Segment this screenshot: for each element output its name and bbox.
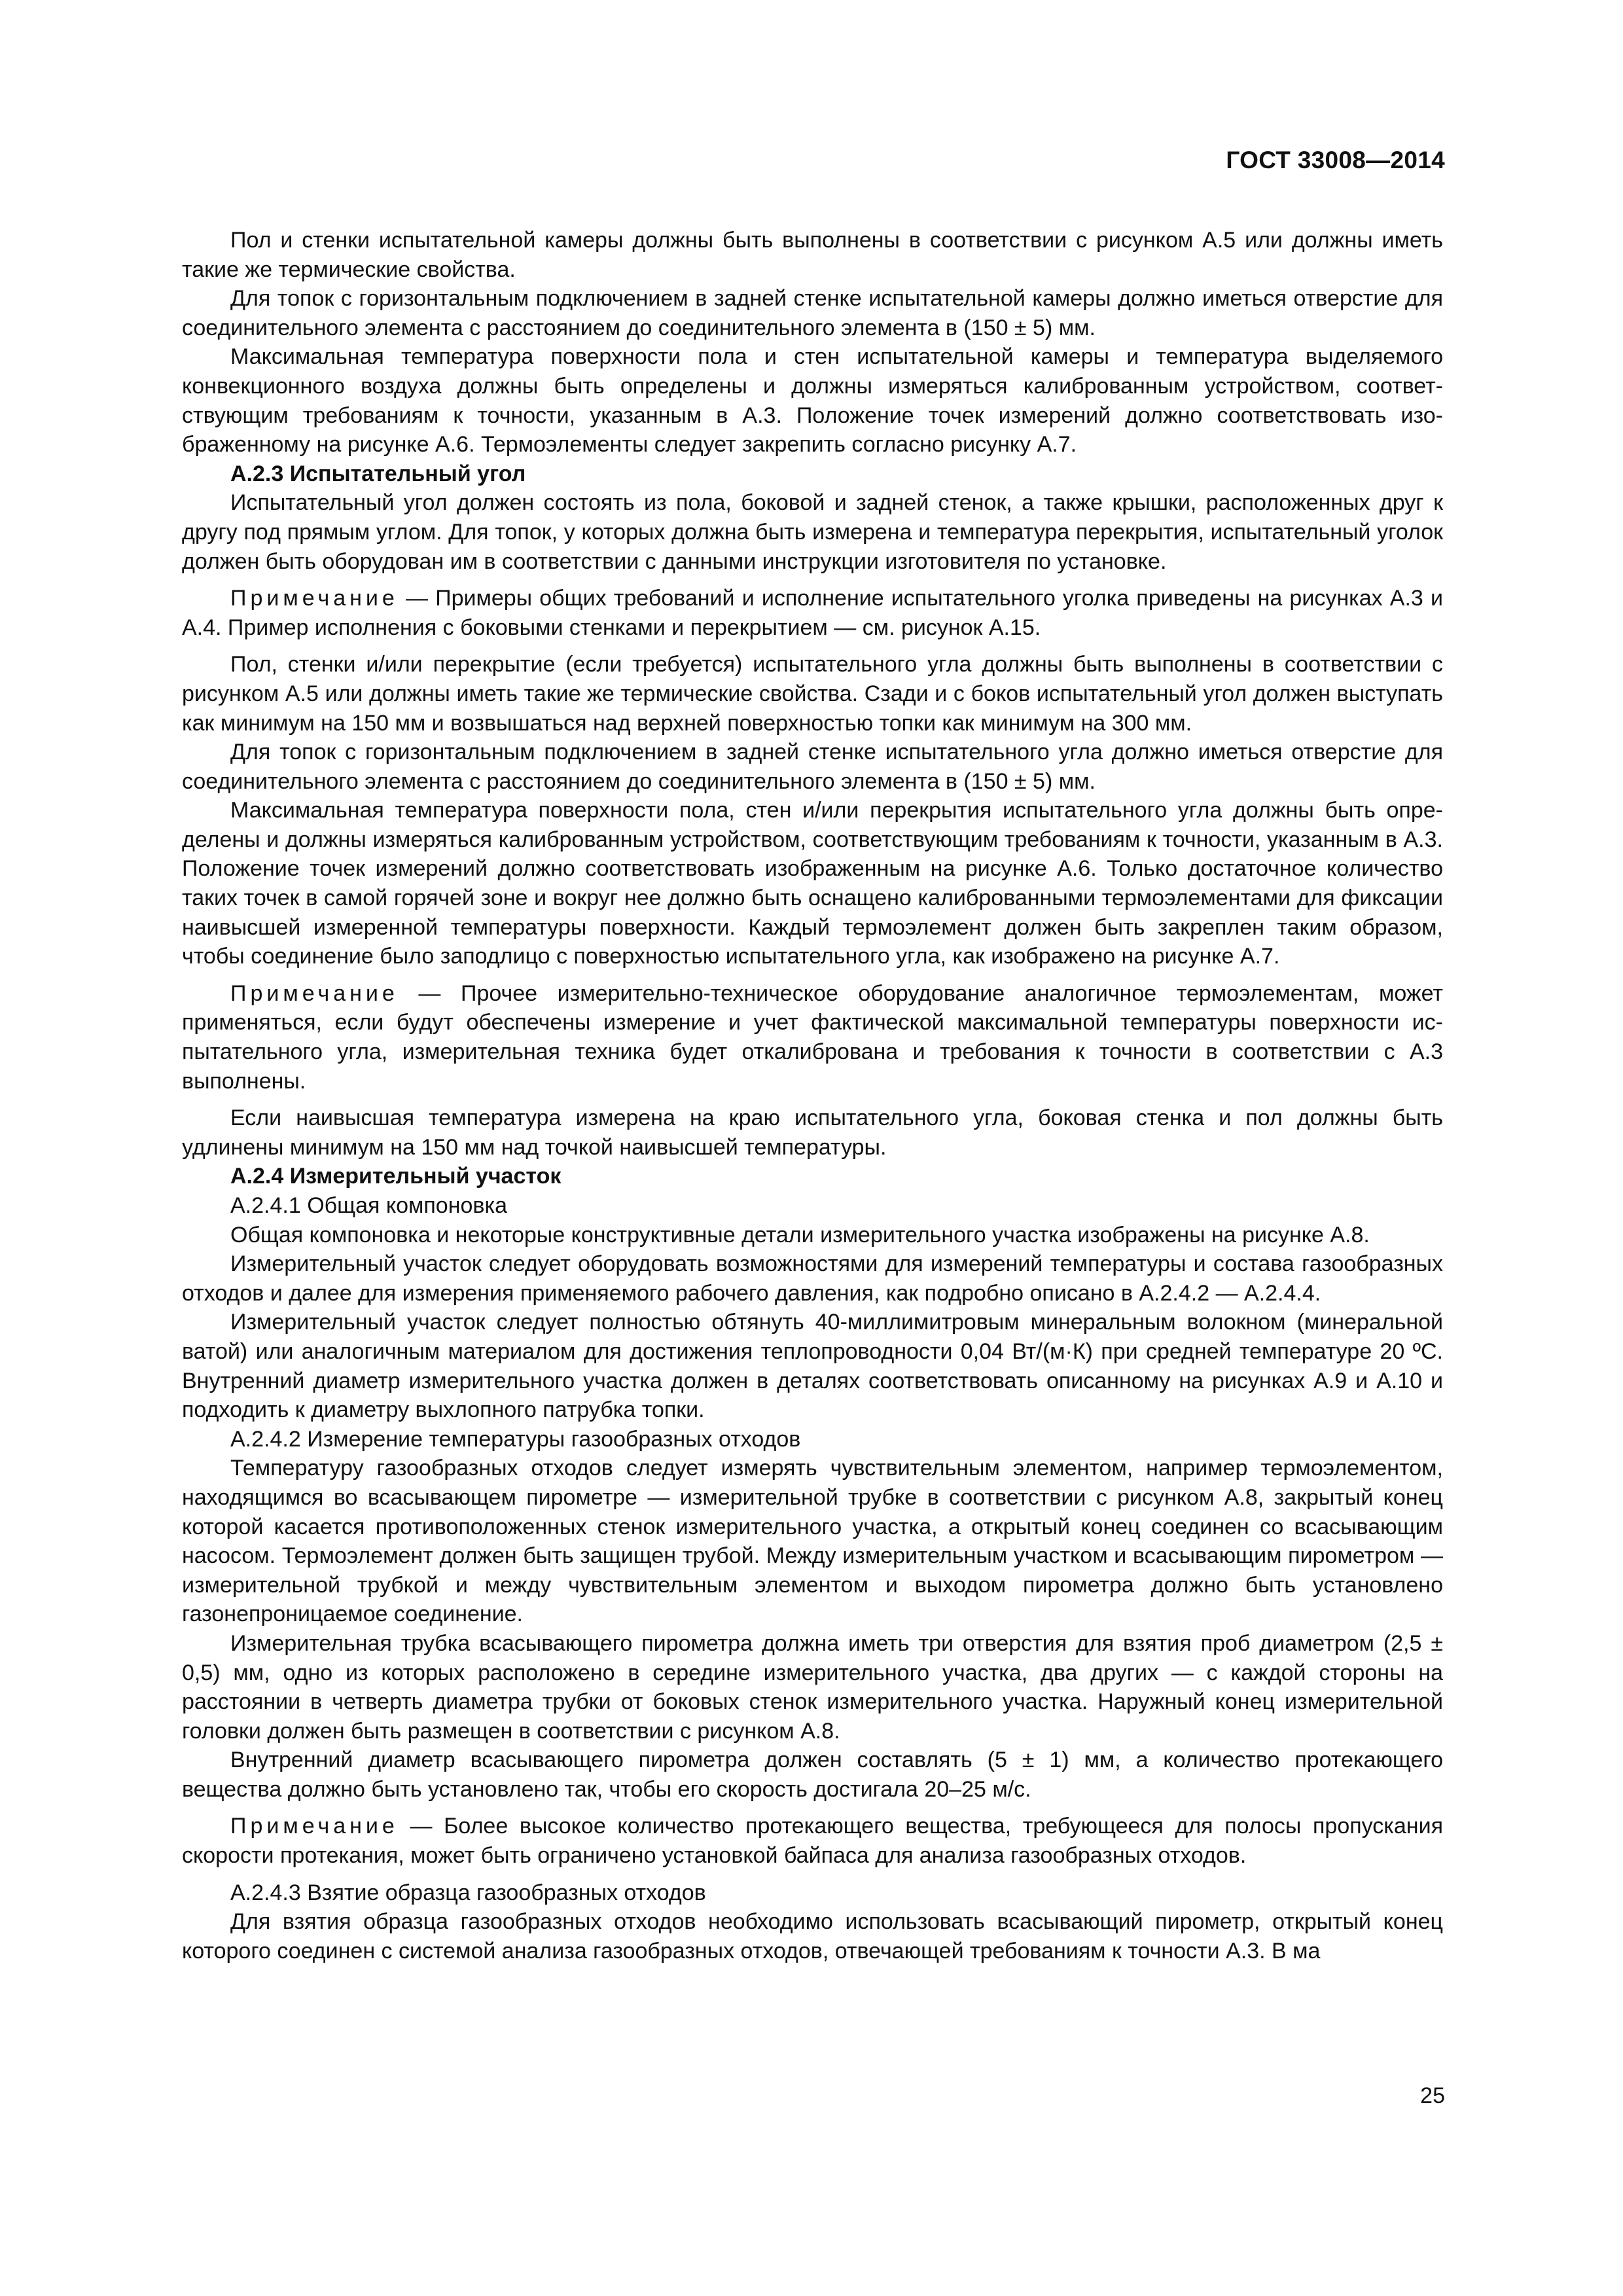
- subsection-heading: А.2.4.3 Взятие образца газообразных отходов: [230, 1880, 706, 1905]
- note-text: — Примеры общих требований и исполнение испытательного уголка приведены на рисунках А.3 и А.4. Пример исполнения с боковыми стенками и перекрытием — см. рисунок А.15.: [182, 586, 1443, 640]
- subsection-heading: А.2.4.1 Общая компоновка: [230, 1193, 507, 1218]
- note: [182, 1812, 1443, 1870]
- paragraph: Для взятия образца газообразных отходов необходимо использовать всасывающий пирометр, открытый конец которого соединен с системой анализа газообразных отходов, отвечающей требованиям к точности А.3. В ма: [182, 1909, 1443, 1964]
- paragraph: Внутренний диаметр всасывающего пирометра должен составлять (5 ± 1) мм, а количество протекающего вещества должно быть установлено так, чтобы его скорость достигала 20–25 м/с.: [182, 1748, 1443, 1802]
- document-id: ГОСТ 33008—2014: [1226, 147, 1445, 173]
- paragraph: Измерительный участок следует оборудовать возможностями для измерений температуры и состава газообразных отходов и далее для измерения применяемого рабочего давления, как подробно описано в А.2.4.2 — А.2.4.4.: [182, 1251, 1443, 1306]
- paragraph: Для топок с горизонтальным подключением в задней стенке испытательного угла должно иметься отверстие для соединительного элемента с расстоянием до соединительного элемента в (150 ± 5) мм.: [182, 740, 1443, 794]
- document-body: [182, 226, 1443, 1965]
- note-label: Примечание: [230, 586, 399, 611]
- paragraph: Максимальная температура поверхности пола, стен и/или перекрытия испытательного угла должны быть определены и должны измеряться калиброванным устройством, соответствующим требованиям к точности, указанным в А.3. Положение точек измерений должно соответствовать изображенным на рисунке А.6. Только достаточное количество таких точек в самой горячей зоне и вокруг нее должно быть оснащено калиброванными термоэлементами для фиксации наивысшей измеренной температуры поверхности. Каждый термоэлемент должен быть закреплен таким образом, чтобы соединение было заподлицо с поверхностью испытательного угла, как изображено на рисунке А.7.: [182, 798, 1443, 969]
- paragraph: Общая компоновка и некоторые конструктивные детали измерительного участка изображены на рисунке А.8.: [230, 1222, 1370, 1247]
- page-number: 25: [1420, 2083, 1445, 2108]
- paragraph: Испытательный угол должен состоять из пола, боковой и задней стенок, а также крышки, расположенных друг к другу под прямым углом. Для топок, у которых должна быть измерена и температура перекрытия, испытательный уголок должен быть оборудован им в соответствии с данными инструкции изготовителя по установке.: [182, 490, 1443, 574]
- paragraph: Пол и стенки испытательной камеры должны быть выполнены в соответствии с рисунком А.5 или должны иметь такие же термические свойства.: [182, 228, 1443, 282]
- section-heading: А.2.4 Измерительный участок: [230, 1164, 562, 1189]
- section-heading: А.2.3 Испытательный угол: [230, 461, 526, 486]
- note-label: Примечание: [230, 1814, 399, 1839]
- note-label: Примечание: [230, 980, 399, 1006]
- paragraph: Если наивысшая температура измерена на краю испытательного угла, боковая стенка и пол должны быть удлинены минимум на 150 мм над точкой наивысшей температуры.: [182, 1105, 1443, 1160]
- note: [182, 979, 1443, 1096]
- note: [182, 584, 1443, 642]
- note-text: — Прочее измерительно-техническое оборудование аналогичное термоэлементам, может применяться, если будут обеспечены измерение и учет фактической максимальной температуры поверхности испытательного угла, измерительная техника будет откалибрована и требования к точности в соответствии с А.3 выполнены.: [182, 980, 1443, 1094]
- paragraph: Температуру газообразных отходов следует измерять чувствительным элементом, например термоэлементом, находящимся во всасывающем пирометре — измерительной трубке в соответствии с рисунком А.8, закрытый конец которой касается противоположенных стенок измерительного участка, а открытый конец соединен со всасывающим насосом. Термоэлемент должен быть защищен трубой. Между измерительным участком и всасывающим пирометром — измерительной трубкой и между чувствительным элементом и выходом пирометра должно быть установлено газонепроницаемое соединение.: [182, 1456, 1443, 1627]
- paragraph: Максимальная температура поверхности пола и стен испытательной камеры и температура выделяемого конвекционного воздуха должны быть определены и должны измеряться калиброванным устройством, соответствующим требованиям к точности, указанным в А.3. Положение точек измерений должно соответствовать изображенному на рисунке А.6. Термоэлементы следует закрепить согласно рисунку А.7.: [182, 344, 1443, 457]
- subsection-heading: А.2.4.2 Измерение температуры газообразных отходов: [230, 1426, 801, 1452]
- paragraph: Для топок с горизонтальным подключением в задней стенке испытательной камеры должно иметься отверстие для соединительного элемента с расстоянием до соединительного элемента в (150 ± 5) мм.: [182, 286, 1443, 340]
- paragraph: Измерительный участок следует полностью обтянуть 40-миллимитровым минеральным волокном (минеральной ватой) или аналогичным материалом для достижения теплопроводности 0,04 Вт/(м·К) при средней температуре 20 ºС. Внутренний диаметр измерительного участка должен в деталях соответствовать описанному на рисунках А.9 и А.10 и подходить к диаметру выхлопного патрубка топки.: [182, 1310, 1443, 1423]
- paragraph: Пол, стенки и/или перекрытие (если требуется) испытательного угла должны быть выполнены в соответствии с рисунком А.5 или должны иметь такие же термические свойства. Сзади и с боков испытательный угол должен выступать как минимум на 150 мм и возвышаться над верхней поверхностью топки как минимум на 300 мм.: [182, 652, 1443, 736]
- note-text: — Более высокое количество протекающего вещества, требующееся для полосы пропускания скорости протекания, может быть ограничено установкой байпаса для анализа газообразных отходов.: [182, 1814, 1443, 1869]
- paragraph: Измерительная трубка всасывающего пирометра должна иметь три отверстия для взятия проб диаметром (2,5 ± 0,5) мм, одно из которых расположено в середине измерительного участка, два других — с каждой стороны на расстоянии в четверть диаметра трубки от боковых стенок измерительного участка. Наружный конец измерительной головки должен быть размещен в соответствии с рисунком А.8.: [182, 1630, 1443, 1744]
